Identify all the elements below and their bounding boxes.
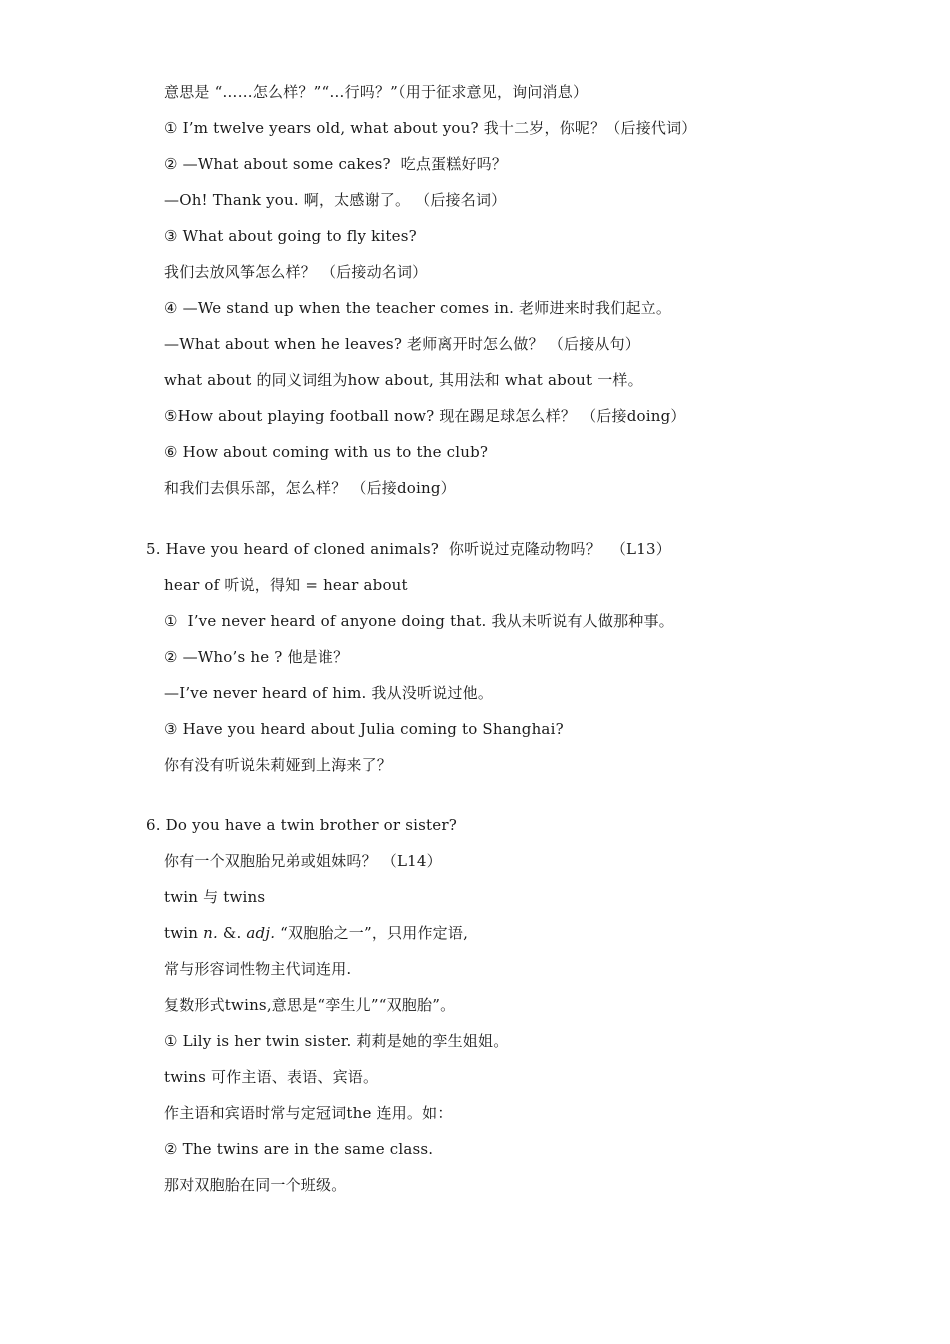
example-sentence: —Oh! Thank you. 啊，太感谢了。 （后接名词） [164,191,507,209]
example-sentence: ① Lily is her twin sister. 莉莉是她的孪生姐姐。 [164,1032,509,1050]
text-line: 作主语和宾语时常与定冠词the 连用。如： [164,1104,453,1122]
text-line: twins 可作主语、表语、宾语。 [164,1068,379,1086]
example-sentence: ③ Have you heard about Julia coming to Shanghai? [164,720,564,738]
pos-amp: &. [217,924,247,942]
text-line: what about 的同义词组为how about, 其用法和 what about 一样。 [164,371,643,389]
example-sentence: ① I’ve never heard of anyone doing that. 我从未听说有人做那种事。 [164,612,674,630]
section-heading-5: 5. Have you heard of cloned animals? 你听说过克隆动物吗？ （L13） [146,540,671,558]
example-sentence: ② —What about some cakes? 吃点蛋糕好吗？ [164,155,508,173]
section-heading-6: 6. Do you have a twin brother or sister? [146,816,457,834]
example-sentence: ① I’m twelve years old, what about you? 我十二岁，你呢？（后接代词） [164,119,697,137]
text-line: 意思是 “……怎么样？”“…行吗？”（用于征求意见，询问消息） [164,83,589,101]
translation-line: 你有没有听说朱莉娅到上海来了？ [164,756,393,774]
text-line: twin 与 twins [164,888,266,906]
text-line: hear of 听说，得知 = hear about [164,576,408,594]
example-sentence: ③ What about going to fly kites? [164,227,417,245]
pos-word: twin [164,924,204,942]
translation-line: 你有一个双胞胎兄弟或姐妹吗？ （L14） [164,852,442,870]
pos-meaning: “双胞胎之一”，只用作定语, [275,924,469,942]
example-sentence: ② The twins are in the same class. [164,1140,434,1158]
part-of-speech-line [164,923,468,943]
translation-line: 那对双胞胎在同一个班级。 [164,1176,347,1194]
example-sentence: ⑥ How about coming with us to the club? [164,443,489,461]
example-sentence: ④ —We stand up when the teacher comes in. 老师进来时我们起立。 [164,299,672,317]
text-line: 复数形式twins,意思是“孪生儿”“双胞胎”。 [164,996,456,1014]
example-sentence: ② —Who’s he ? 他是谁？ [164,648,349,666]
translation-line: 我们去放风筝怎么样？ （后接动名词） [164,263,428,281]
example-sentence: ⑤How about playing football now? 现在踢足球怎么样？ （后接doing） [164,407,686,425]
translation-line: 和我们去俱乐部，怎么样？ （后接doing） [164,479,456,497]
pos-adjective: adj. [246,924,276,942]
text-line: 常与形容词性物主代词连用. [164,960,352,978]
example-sentence: —I’ve never heard of him. 我从没听说过他。 [164,684,494,702]
example-sentence: —What about when he leaves? 老师离开时怎么做？ （后接从句） [164,335,641,353]
pos-noun: n. [203,924,218,942]
